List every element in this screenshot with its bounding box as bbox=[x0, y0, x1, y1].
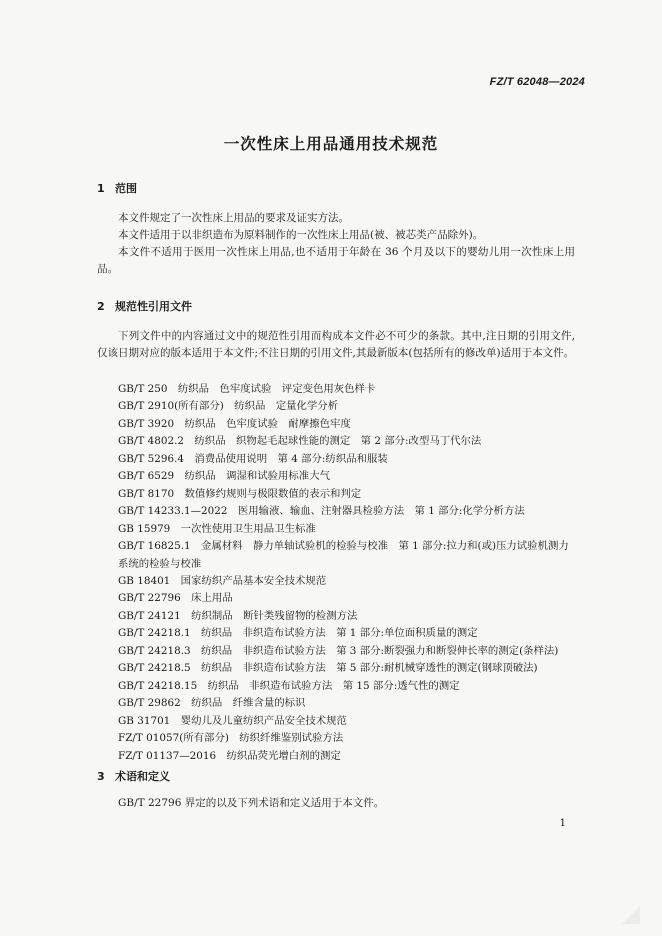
reference-item: GB/T 29862 纺织品 纤维含量的标识 bbox=[118, 697, 306, 710]
reference-item: GB/T 24218.5 纺织品 非织造布试验方法 第 5 部分:耐机械穿透性的测定(钢球顶破法) bbox=[118, 662, 538, 675]
reference-item: GB 15979 一次性使用卫生用品卫生标准 bbox=[118, 522, 316, 535]
reference-item: GB/T 250 纺织品 色牢度试验 评定变色用灰色样卡 bbox=[118, 383, 376, 395]
section-heading-scope bbox=[97, 180, 137, 196]
reference-list bbox=[118, 381, 578, 765]
reference-item: GB/T 4802.2 纺织品 织物起毛起球性能的测定 第 2 部分:改型马丁代尔法 bbox=[118, 435, 482, 448]
reference-item: GB/T 16825.1 金属材料 静力单轴试验机的检验与校准 第 1 部分:拉力和(或)压力试验机测力系统的检验与校准 bbox=[118, 540, 569, 570]
section-number: 1 bbox=[97, 182, 105, 195]
scope-paragraph-3: 本文件不适用于医用一次性床上用品,也不适用于年龄在 36 个月及以下的婴幼儿用一次性床上用品。 bbox=[97, 246, 575, 275]
reference-item: GB/T 8170 数值修约规则与极限数值的表示和判定 bbox=[118, 487, 362, 500]
reference-item: GB/T 24218.1 纺织品 非织造布试验方法 第 1 部分:单位面积质量的测定 bbox=[118, 627, 478, 640]
document-title: 一次性床上用品通用技术规范 bbox=[223, 135, 439, 153]
page-curl-icon bbox=[618, 902, 644, 928]
reference-item: GB/T 24218.3 纺织品 非织造布试验方法 第 3 部分:断裂强力和断裂伸长率的测定(条样法) bbox=[118, 644, 559, 657]
reference-item: GB/T 3920 纺织品 色牢度试验 耐摩擦色牢度 bbox=[118, 417, 351, 430]
normative-intro-paragraph: 下列文件中的内容通过文中的规范性引用而构成本文件必不可少的条款。其中,注日期的引用文件,仅该日期对应的版本适用于本文件;不注日期的引用文件,其最新版本(包括所有的修改单)适用于本文件。 bbox=[97, 330, 575, 359]
section-title: 规范性引用文件 bbox=[115, 300, 192, 313]
page-number: 1 bbox=[559, 818, 566, 829]
section-heading-normative-references bbox=[97, 298, 192, 314]
reference-item: GB/T 22796 床上用品 bbox=[118, 592, 233, 605]
section-heading-terms-definitions bbox=[97, 768, 170, 784]
reference-item: GB/T 24218.15 纺织品 非织造布试验方法 第 15 部分:透气性的测定 bbox=[118, 679, 460, 692]
section-title: 范围 bbox=[115, 182, 137, 195]
terms-intro-paragraph: GB/T 22796 界定的以及下列术语和定义适用于本文件。 bbox=[118, 797, 385, 809]
reference-item: GB/T 14233.1—2022 医用输液、输血、注射器具检验方法 第 1 部分:化学分析方法 bbox=[118, 505, 525, 518]
reference-item: GB/T 6529 纺织品 调湿和试验用标准大气 bbox=[118, 470, 330, 483]
section-number: 2 bbox=[97, 300, 105, 313]
section-title: 术语和定义 bbox=[115, 770, 170, 783]
scope-paragraph-2: 本文件适用于以非织造布为原料制作的一次性床上用品(被、被芯类产品除外)。 bbox=[118, 229, 484, 241]
reference-item: GB 18401 国家纺织产品基本安全技术规范 bbox=[118, 574, 327, 587]
reference-item: FZ/T 01137—2016 纺织品荧光增白剂的测定 bbox=[118, 749, 341, 762]
reference-item: GB/T 24121 纺织制品 断针类残留物的检测方法 bbox=[118, 609, 358, 622]
reference-item: FZ/T 01057(所有部分) 纺织纤维鉴别试验方法 bbox=[118, 732, 344, 745]
reference-item: GB/T 2910(所有部分) 纺织品 定量化学分析 bbox=[118, 400, 339, 413]
reference-item: GB 31701 婴幼儿及儿童纺织产品安全技术规范 bbox=[118, 714, 347, 727]
reference-item: GB/T 5296.4 消费品使用说明 第 4 部分:纺织品和服装 bbox=[118, 452, 388, 465]
scope-paragraph-1: 本文件规定了一次性床上用品的要求及证实方法。 bbox=[118, 212, 349, 224]
section-number: 3 bbox=[97, 770, 105, 783]
standard-code: FZ/T 62048—2024 bbox=[489, 76, 585, 88]
